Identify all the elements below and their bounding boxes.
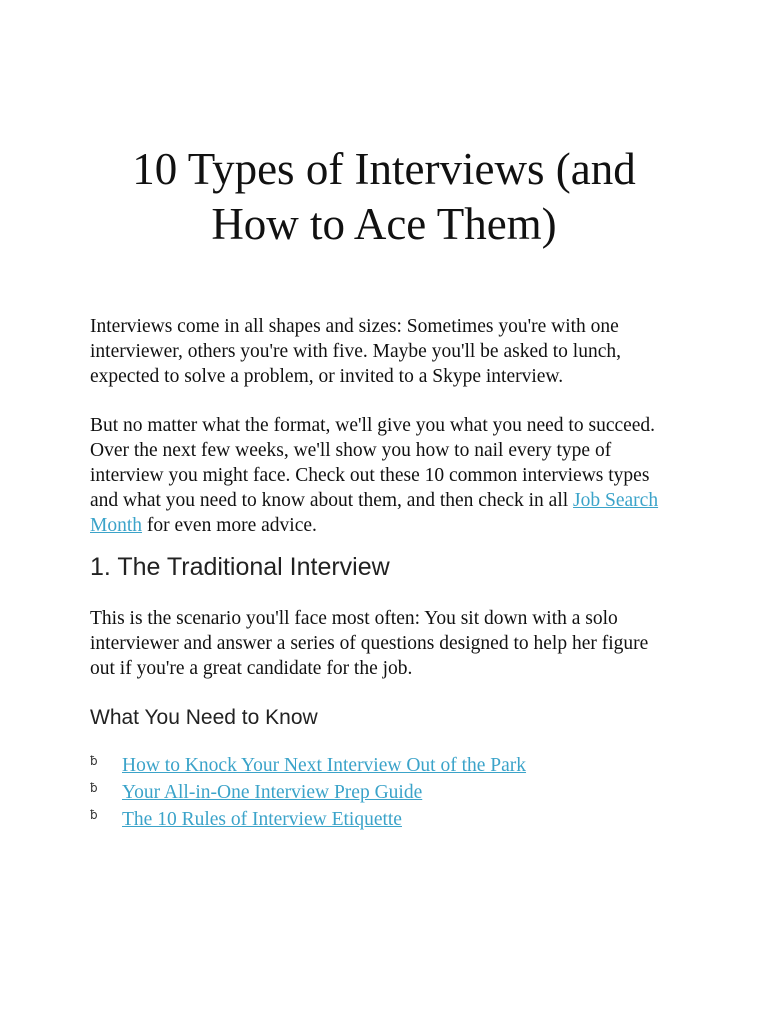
job-search-month-link[interactable]: Job Search Month (90, 490, 659, 536)
link-knock-your-next-interview[interactable]: How to Knock Your Next Interview Out of the Park (122, 755, 527, 776)
second-paragraph-text-after-link: for even more advice. (142, 515, 317, 536)
bullet-icon: ƀ (90, 754, 98, 768)
intro-paragraph: Interviews come in all shapes and sizes: Sometimes you're with one interviewer, others you're with five. Maybe you'll be asked to lunch, expected to solve a problem, or invited to a Skype interview. (90, 316, 621, 387)
section-heading-traditional-interview: 1. The Traditional Interview (90, 553, 390, 581)
second-paragraph-text-before-link: But no matter what the format, we'll give you what you need to succeed. Over the next few weeks, we'll show you how to nail every type of interview you might face. Check out these 10 common interviews types and what you need to know about them, and then check in all (90, 415, 656, 511)
article-title: 10 Types of Interviews (and How to Ace Them) (132, 144, 636, 249)
traditional-interview-paragraph: This is the scenario you'll face most often: You sit down with a solo interviewer and answer a series of questions designed to help her figure out if you're a great candidate for the job. (90, 608, 649, 679)
link-interview-etiquette[interactable]: The 10 Rules of Interview Etiquette (122, 809, 402, 830)
bullet-icon: ƀ (90, 808, 98, 822)
bullet-icon: ƀ (90, 781, 98, 795)
link-interview-prep-guide[interactable]: Your All-in-One Interview Prep Guide (122, 782, 423, 803)
list-item (90, 780, 678, 807)
what-you-need-to-know-heading: What You Need to Know (90, 706, 318, 729)
second-paragraph (90, 413, 678, 538)
list-item (90, 807, 678, 834)
list-item (90, 753, 678, 780)
resource-link-list (90, 753, 678, 834)
